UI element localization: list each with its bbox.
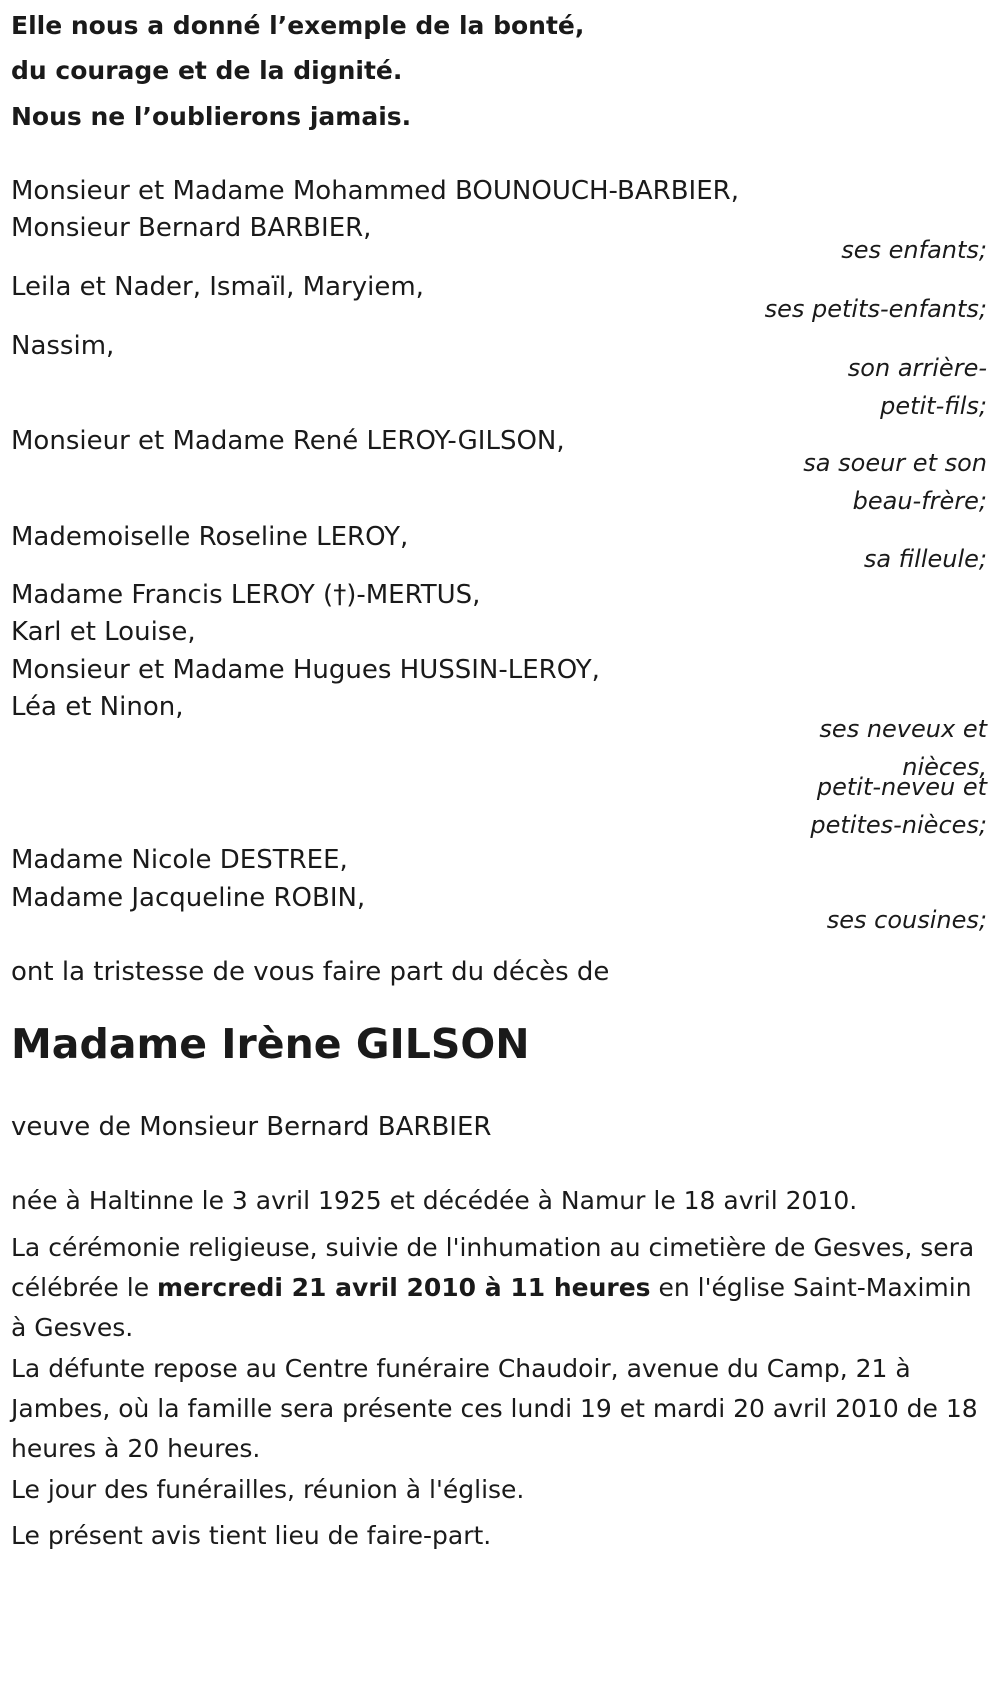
nephews-line-1: Madame Francis LEROY (†)-MERTUS, — [11, 580, 481, 610]
greatgrandson-label: son arrière-petit-fils; — [847, 354, 987, 420]
ceremony-text-before: La cérémonie religieuse, suivie de l'inhumation au cimetière de Gesves, sera célébrée le — [11, 1233, 975, 1302]
cousins-line-1: Madame Nicole DESTREE, — [11, 845, 348, 875]
notice-text: Le présent avis tient lieu de faire-part. — [11, 1521, 492, 1550]
goddaughter-label: sa filleule; — [863, 545, 987, 573]
goddaughter-line: Mademoiselle Roseline LEROY, — [11, 522, 409, 552]
widow-of-text: veuve de Monsieur Bernard BARBIER — [11, 1112, 492, 1142]
ceremony-paragraph — [11, 1228, 986, 1348]
cousins-label: ses cousines; — [826, 906, 987, 934]
sister-label: sa soeur et son beau-frère; — [803, 449, 987, 515]
greatgrandson-line: Nassim, — [11, 331, 115, 361]
epigraph-line-3: Nous ne l’oublierons jamais. — [11, 102, 412, 131]
funeral-day-text: Le jour des funérailles, réunion à l'église. — [11, 1475, 525, 1504]
nephews-label-2: petit-neveu et petites-nièces; — [810, 773, 987, 839]
cousins-line-2: Madame Jacqueline ROBIN, — [11, 883, 366, 913]
children-line-2: Monsieur Bernard BARBIER, — [11, 213, 372, 243]
birth-death-text: née à Haltinne le 3 avril 1925 et décédée à Namur le 18 avril 2010. — [11, 1186, 858, 1215]
nephews-line-3: Monsieur et Madame Hugues HUSSIN-LEROY, — [11, 655, 600, 685]
grandchildren-label: ses petits-enfants; — [764, 295, 987, 323]
epigraph-line-1: Elle nous a donné l’exemple de la bonté, — [11, 11, 585, 40]
nephews-label-1: ses neveux et nièces, — [819, 715, 987, 781]
deceased-name: Madame Irène GILSON — [11, 1020, 530, 1068]
grandchildren-line: Leila et Nader, Ismaïl, Maryiem, — [11, 272, 424, 302]
announcement-text: ont la tristesse de vous faire part du décès de — [11, 957, 610, 987]
ceremony-text-after: en l'église Saint-Maximin à Gesves. — [11, 1273, 972, 1342]
ceremony-date-time: mercredi 21 avril 2010 à 11 heures — [157, 1273, 651, 1302]
repose-paragraph: La défunte repose au Centre funéraire Chaudoir, avenue du Camp, 21 à Jambes, où la famille sera présente ces lundi 19 et mardi 20 avril 2010 de 18 heures à 20 heures. — [11, 1354, 978, 1463]
children-label: ses enfants; — [841, 236, 987, 264]
nephews-line-4: Léa et Ninon, — [11, 692, 184, 722]
nephews-line-2: Karl et Louise, — [11, 617, 196, 647]
sister-line: Monsieur et Madame René LEROY-GILSON, — [11, 426, 565, 456]
epigraph-line-2: du courage et de la dignité. — [11, 56, 403, 85]
children-line-1: Monsieur et Madame Mohammed BOUNOUCH-BARBIER, — [11, 176, 739, 206]
